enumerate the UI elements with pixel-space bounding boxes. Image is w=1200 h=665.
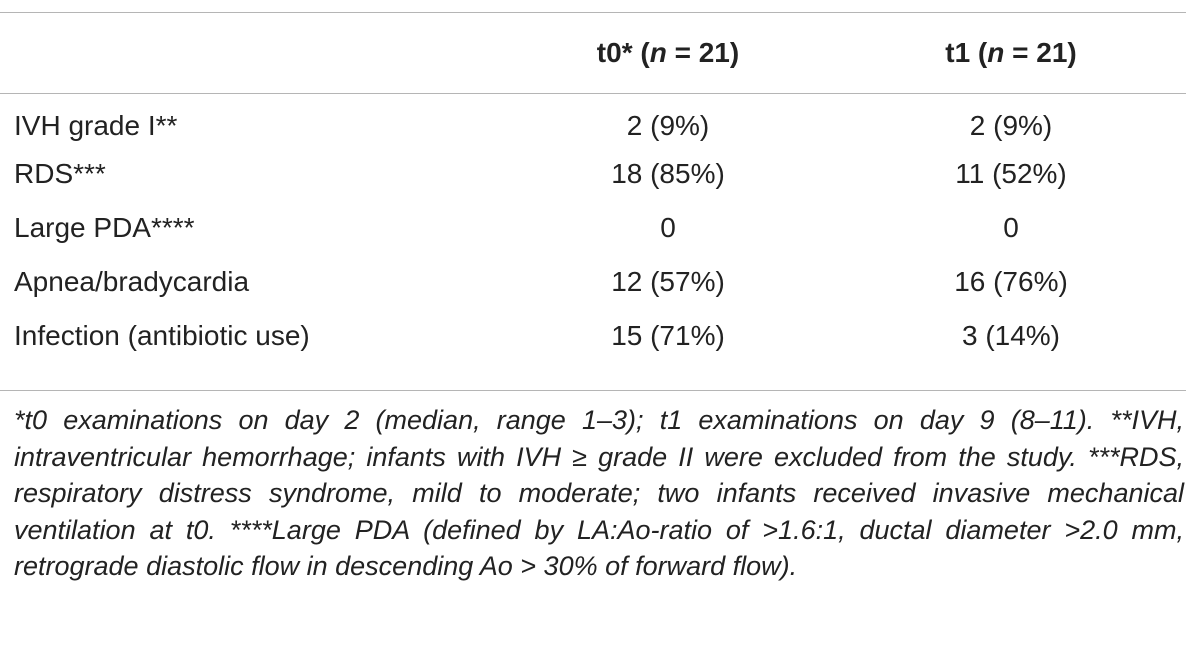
row-t0-value: 15 (71%) [611, 320, 725, 351]
header-t1-n: n [987, 36, 1005, 68]
footnote-t0-t1: *t0 examinations on day 2 (median, range 1–3); t1 examinations on day 9 (8–11). [14, 405, 1095, 435]
header-t0-prefix: t0* ( [596, 36, 650, 68]
header-t1 [836, 12, 1186, 93]
row-label: IVH grade I** [14, 110, 178, 141]
row-t0-value: 18 (85%) [611, 158, 725, 189]
row-label: Large PDA**** [14, 212, 195, 243]
table-row [0, 93, 1186, 147]
header-t1-suffix: = 21) [1004, 36, 1077, 68]
outcomes-table [0, 12, 1186, 363]
table-row [0, 147, 1186, 201]
row-t1-value: 0 [1003, 212, 1019, 243]
header-label-column [0, 12, 500, 93]
table-header [0, 12, 1186, 93]
table-body [0, 93, 1186, 363]
header-row [0, 12, 1186, 93]
table-row [0, 309, 1186, 363]
table-bottom-rule [0, 390, 1186, 391]
row-t0-value: 12 (57%) [611, 266, 725, 297]
header-t1-prefix: t1 ( [945, 36, 988, 68]
footnote-rds: ***RDS, respiratory distress syndrome, mild to moderate; two infants received invasive mechanical ventilation at t0. [14, 441, 1184, 545]
table-row [0, 201, 1186, 255]
table-footnote [14, 402, 1184, 585]
row-label: Apnea/bradycardia [14, 266, 250, 297]
row-t1-value: 2 (9%) [969, 110, 1053, 141]
table-row [0, 255, 1186, 309]
row-t0-value: 2 (9%) [626, 110, 710, 141]
row-t1-value: 11 (52%) [955, 158, 1067, 189]
row-t0-value: 0 [660, 212, 676, 243]
footnote-pda: ****Large PDA (defined by LA:Ao-ratio of >1.6:1, ductal diameter >2.0 mm, retrograde diastolic flow in descending Ao > 30% of forward flow). [14, 514, 1184, 581]
row-label: Infection (antibiotic use) [14, 320, 310, 351]
footnote-ivh: **IVH, intraventricular hemorrhage; infants with IVH ≥ grade II were excluded from the study. [14, 405, 1184, 472]
header-t0-n: n [649, 36, 667, 68]
header-t0-suffix: = 21) [666, 36, 740, 68]
row-t1-value: 16 (76%) [954, 266, 1068, 297]
row-label: RDS*** [14, 158, 106, 189]
row-t1-value: 3 (14%) [961, 320, 1061, 351]
header-t0 [500, 12, 836, 93]
